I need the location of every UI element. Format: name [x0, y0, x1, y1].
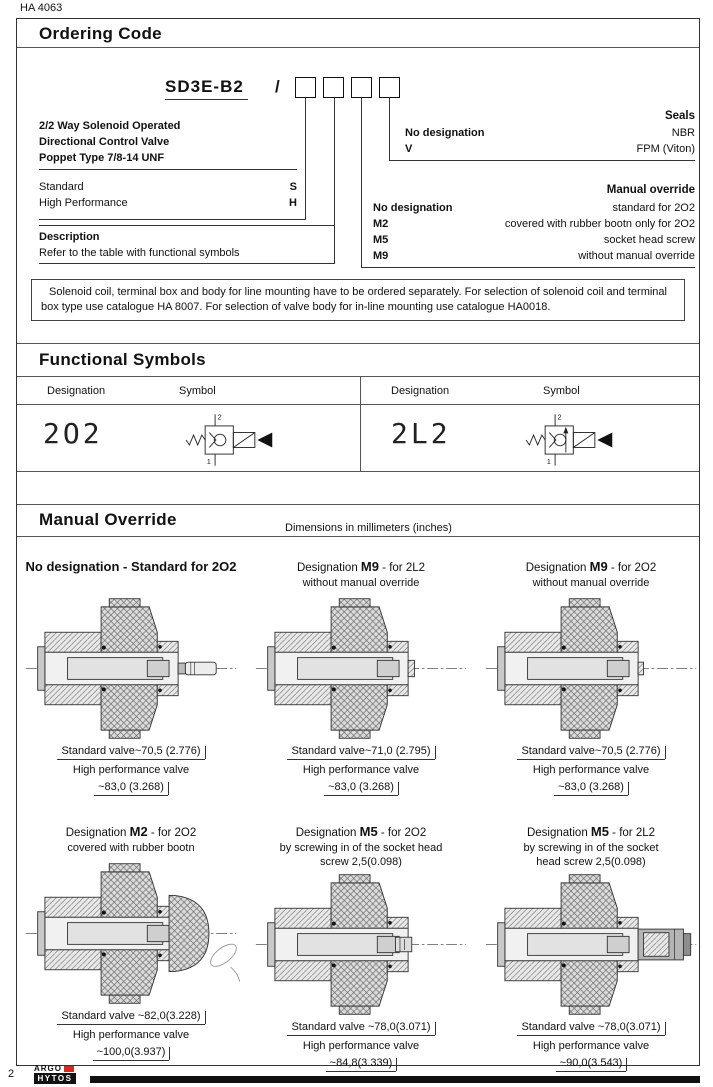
connector-line — [389, 160, 695, 161]
performance-label: Standard — [39, 181, 84, 193]
diagram-subheading: covered with rubber bootn — [67, 842, 195, 854]
diagram-subheading: by screwing in of the socket head — [279, 842, 443, 854]
hydraulic-symbol-2L2 — [485, 411, 655, 469]
seals-title: Seals — [664, 110, 695, 122]
override-diagram-no-designation — [19, 559, 243, 796]
override-title: Manual override — [606, 184, 695, 196]
logo-text-argo: ARGO — [34, 1064, 62, 1073]
dimension-hp-value: ~100,0(3.937) — [93, 1045, 170, 1061]
override-row — [373, 249, 695, 263]
symbols-header-symbol-1: Symbol — [179, 385, 216, 397]
divider — [17, 536, 699, 537]
product-line-1: 2/2 Way Solenoid Operated — [39, 120, 181, 132]
performance-label: High Performance — [39, 197, 128, 209]
valve-cross-section — [22, 861, 240, 1006]
dimension-standard: Standard valve~71,0 (2.795) — [287, 744, 434, 760]
override-value: without manual override — [578, 250, 695, 262]
connector-line — [39, 263, 335, 264]
connector-line — [389, 98, 390, 160]
dimensions-note: Dimensions in millimeters (inches) — [285, 522, 452, 534]
description-text: Refer to the table with functional symbols — [39, 247, 240, 259]
dimension-hp-value: ~83,0 (3.268) — [94, 780, 168, 796]
code-box-3 — [351, 77, 372, 98]
finger-icon — [207, 940, 240, 981]
override-row — [373, 201, 695, 215]
code-box-1 — [295, 77, 316, 98]
override-diagram-m5-2l2 — [479, 824, 703, 1072]
override-value: socket head screw — [603, 234, 695, 246]
port-label-top: 2 — [557, 412, 562, 422]
divider — [17, 376, 699, 377]
dimension-hp-value: ~84,8(3.339) — [326, 1056, 397, 1072]
diagram-subheading: without manual override — [532, 577, 650, 589]
valve-cross-section — [482, 596, 700, 741]
description-title: Description — [39, 231, 100, 243]
model-code: SD3E-B2 — [165, 77, 248, 100]
override-row — [373, 217, 695, 231]
designation-value-2O2: 2O2 — [43, 417, 103, 450]
diagram-heading: Designation M9 - for 2L2 — [296, 559, 426, 574]
symbols-header-symbol-2: Symbol — [543, 385, 580, 397]
connector-line — [361, 98, 362, 267]
logo-red-mark — [64, 1066, 74, 1072]
override-code: M5 — [373, 234, 389, 246]
divider — [39, 225, 335, 226]
code-box-4 — [379, 77, 400, 98]
override-diagram-m9-2l2 — [249, 559, 473, 796]
divider — [17, 471, 699, 472]
hydraulic-symbol-2O2 — [145, 411, 315, 469]
manual-override-title: Manual Override — [39, 510, 177, 529]
symbols-header-designation-1: Designation — [47, 385, 106, 397]
product-line-2: Directional Control Valve — [39, 136, 170, 148]
diagram-heading: Designation M5 - for 2L2 — [526, 824, 656, 839]
diagram-heading: No designation - Standard for 2O2 — [25, 559, 237, 574]
ordering-code-boxes — [295, 77, 400, 98]
override-row — [373, 233, 695, 247]
argo-hytos-logo — [34, 1064, 90, 1084]
valve-cross-section — [482, 872, 700, 1017]
divider — [17, 404, 699, 405]
diagram-heading: Designation M2 - for 2O2 — [65, 824, 197, 839]
designation-value-2L2: 2L2 — [391, 417, 451, 450]
connector-line — [334, 98, 335, 263]
override-code: No designation — [373, 202, 453, 214]
performance-code: S — [289, 181, 297, 193]
dimension-standard: Standard valve ~78,0(3.071) — [517, 1020, 664, 1036]
diagram-heading: Designation M9 - for 2O2 — [525, 559, 657, 574]
dimension-hp-label: High performance valve — [302, 1040, 420, 1052]
override-value: covered with rubber bootn only for 2O2 — [504, 218, 695, 230]
connector-line — [361, 267, 695, 268]
symbols-header-designation-2: Designation — [391, 385, 450, 397]
diagram-subheading: screw 2,5(0.098) — [320, 856, 402, 868]
override-diagram-m9-2o2 — [479, 559, 703, 796]
connector-line — [305, 98, 306, 219]
performance-row-standard — [39, 180, 297, 194]
dimension-hp-label: High performance valve — [72, 1029, 190, 1041]
dimension-standard: Standard valve~70,5 (2.776) — [57, 744, 204, 760]
dimension-hp-label: High performance valve — [532, 764, 650, 776]
code-box-2 — [323, 77, 344, 98]
divider — [17, 47, 699, 48]
port-label-top: 2 — [217, 412, 222, 422]
dimension-hp-value: ~83,0 (3.268) — [324, 780, 398, 796]
divider — [39, 169, 297, 170]
performance-code: H — [289, 197, 297, 209]
port-label-bottom: 1 — [206, 457, 211, 467]
dimension-hp-label: High performance valve — [72, 764, 190, 776]
seals-row — [405, 142, 695, 156]
override-diagram-m5-2o2 — [249, 824, 473, 1072]
dimension-hp-label: High performance valve — [302, 764, 420, 776]
valve-cross-section — [252, 872, 470, 1017]
dimension-hp-value: ~83,0 (3.268) — [554, 780, 628, 796]
product-line-3: Poppet Type 7/8-14 UNF — [39, 152, 165, 164]
seal-code: V — [405, 143, 413, 155]
seal-value: FPM (Viton) — [636, 143, 695, 155]
divider — [17, 343, 699, 344]
valve-cross-section — [252, 596, 470, 741]
divider — [17, 504, 699, 505]
diagram-subheading: by screwing in of the socket — [523, 842, 659, 854]
override-code: M9 — [373, 250, 389, 262]
override-value: standard for 2O2 — [612, 202, 695, 214]
model-slash: / — [275, 77, 280, 96]
connector-line — [39, 219, 306, 220]
diagram-subheading: head screw 2,5(0.098) — [536, 856, 646, 868]
override-code: M2 — [373, 218, 389, 230]
functional-symbols-title: Functional Symbols — [39, 350, 206, 369]
ordering-note: Solenoid coil, terminal box and body for line mounting have to be ordered separately. For selection of solenoid coil and terminal box type use catalogue HA 8007. For selection of valve body for in-line mounting use catalogue HA0018. — [31, 279, 685, 321]
footer-bar — [90, 1076, 700, 1083]
logo-text-hytos: HYTOS — [34, 1073, 76, 1084]
override-diagram-m2-2o2 — [19, 824, 243, 1061]
ordering-code-title: Ordering Code — [39, 24, 162, 43]
dimension-hp-label: High performance valve — [532, 1040, 650, 1052]
doc-code: HA 4063 — [20, 2, 63, 14]
seal-value: NBR — [671, 127, 695, 139]
port-label-bottom: 1 — [546, 457, 551, 467]
performance-row-high — [39, 196, 297, 210]
valve-cross-section — [22, 596, 240, 741]
table-divider — [360, 376, 361, 471]
seals-row — [405, 126, 695, 140]
dimension-standard: Standard valve ~78,0(3.071) — [287, 1020, 434, 1036]
page-number: 2 — [8, 1068, 15, 1080]
diagram-subheading: without manual override — [302, 577, 420, 589]
dimension-standard: Standard valve ~82,0(3.228) — [57, 1009, 204, 1025]
dimension-standard: Standard valve~70,5 (2.776) — [517, 744, 664, 760]
diagram-heading: Designation M5 - for 2O2 — [295, 824, 427, 839]
seal-code: No designation — [405, 127, 485, 139]
dimension-hp-value: ~90,0(3.543) — [556, 1056, 627, 1072]
